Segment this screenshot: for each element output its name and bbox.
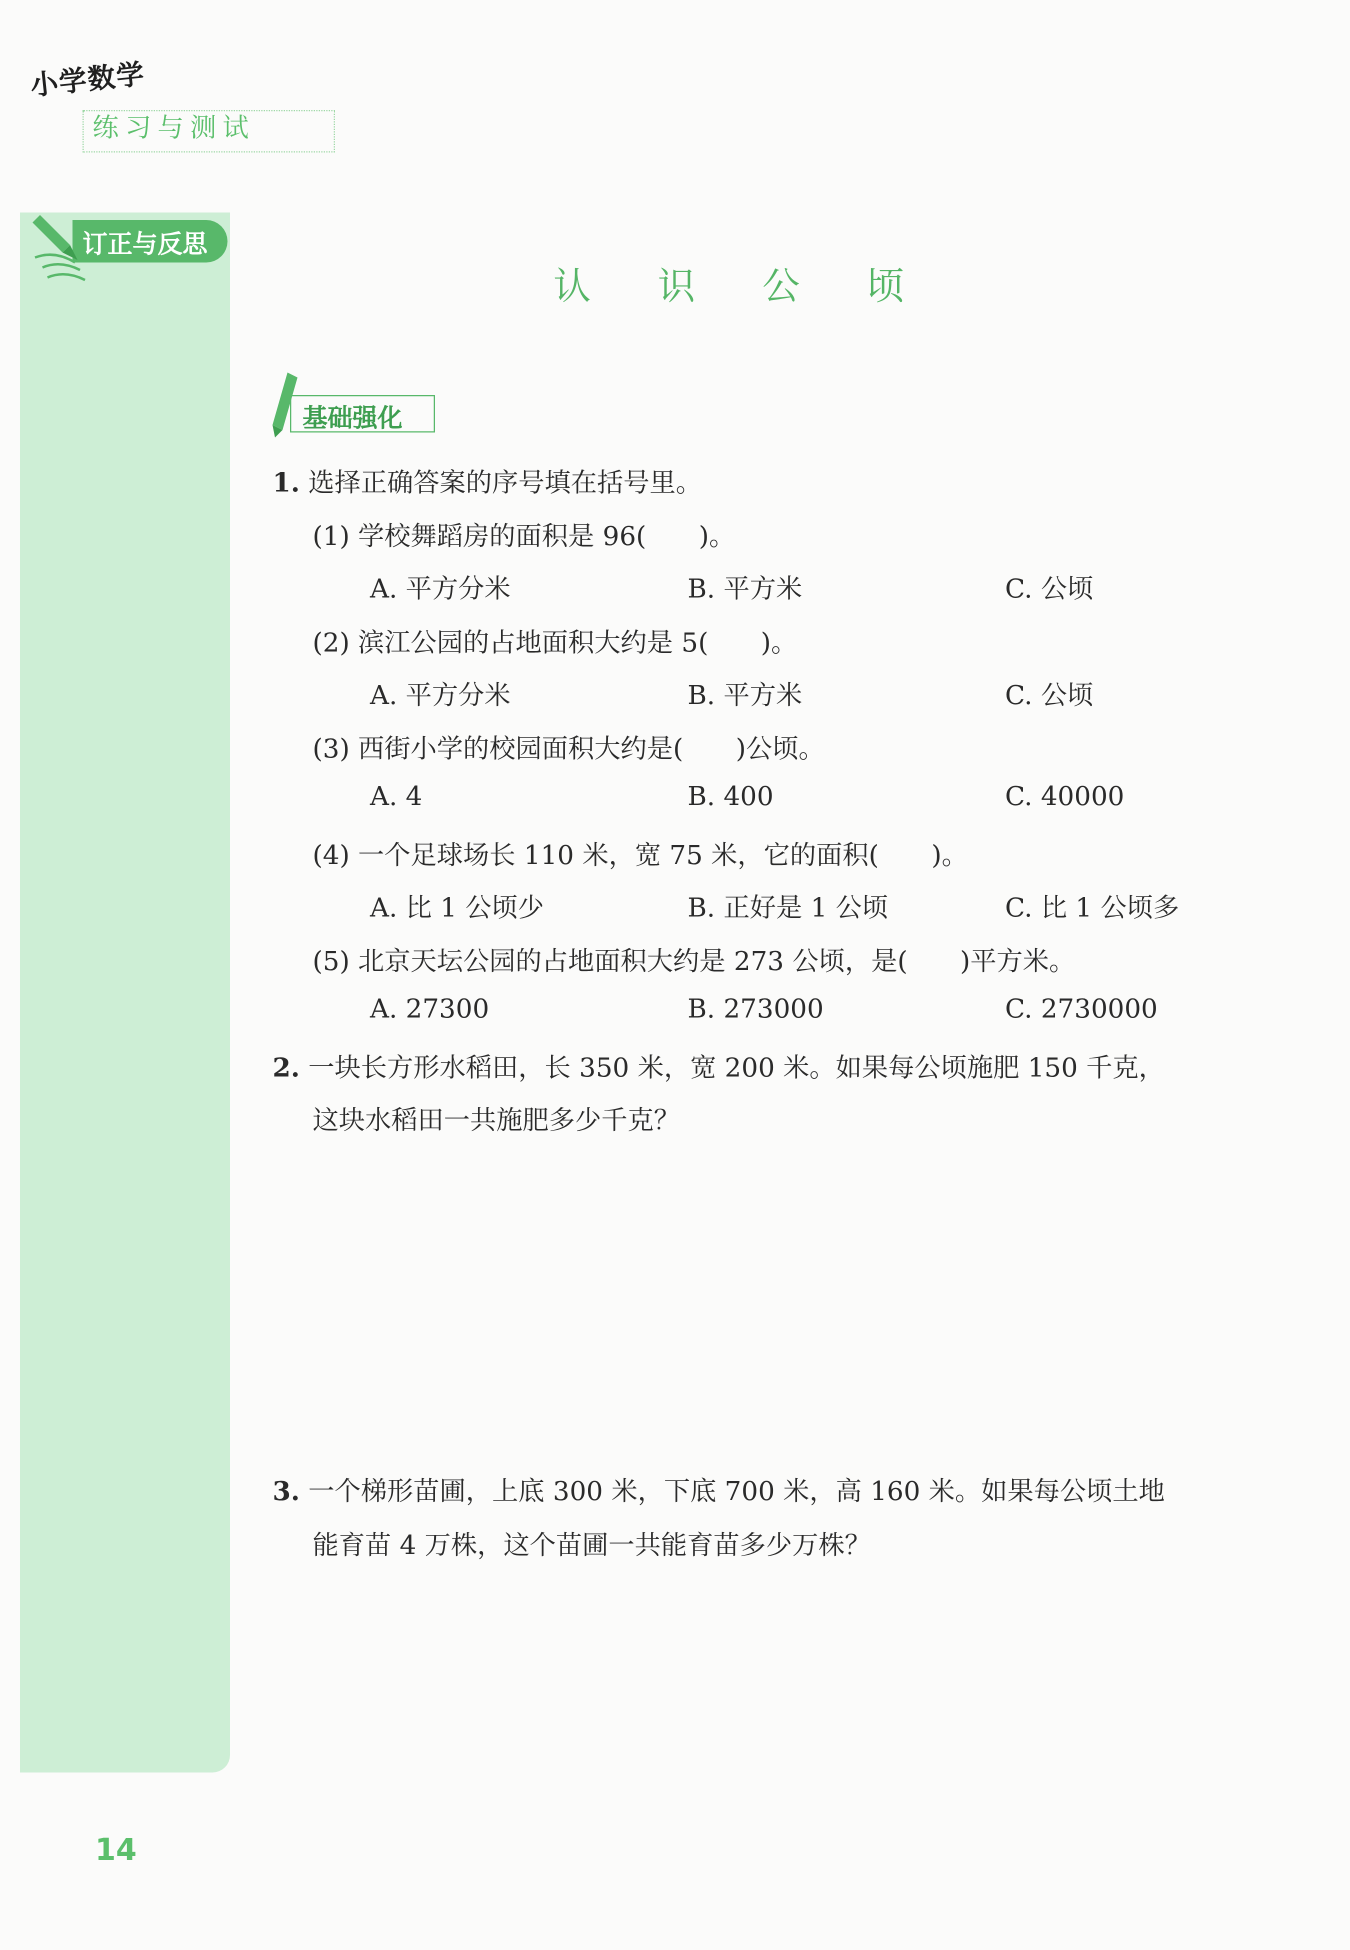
option-2-b: B. 平方米 <box>687 680 803 710</box>
option-4-b: B. 正好是 1 公顷 <box>687 892 889 923</box>
option-3-c: C. 40000 <box>1005 781 1125 812</box>
brand-title: 小学数学 <box>29 59 147 103</box>
question-2-line-1: 一块长方形水稻田，长 350 米，宽 200 米。如果每公顷施肥 150 千克， <box>308 1052 1165 1083</box>
question-2-line-2: 这块水稻田一共施肥多少千克？ <box>312 1105 680 1135</box>
question-1-sub-1: (1) 学校舞蹈房的面积是 96( )。 <box>312 521 736 552</box>
question-1-number: 1. <box>272 466 300 498</box>
question-2-number: 2. <box>272 1051 300 1083</box>
option-2-c: C. 公顷 <box>1005 680 1094 710</box>
question-1-sub-2: (2) 滨江公园的占地面积大约是 5( )。 <box>312 627 798 658</box>
question-3 <box>273 1471 1165 1509</box>
option-4-a: A. 比 1 公顷少 <box>370 892 545 923</box>
pencil-icon <box>268 370 303 440</box>
question-1-text: 选择正确答案的序号填在括号里。 <box>308 467 703 498</box>
page-number: 14 <box>95 1832 137 1868</box>
page-title: 认 识 公 顷 <box>553 265 932 309</box>
question-3-line-2: 能育苗 4 万株，这个苗圃一共能育苗多少万株？ <box>312 1530 871 1560</box>
section-header-label: 基础强化 <box>302 402 403 433</box>
question-3-line-1: 一个梯形苗圃，上底 300 米，下底 700 米，高 160 米。如果每公顷土地 <box>308 1476 1165 1507</box>
option-5-b: B. 273000 <box>687 993 824 1024</box>
option-1-a: A. 平方分米 <box>370 573 511 604</box>
option-4-c: C. 比 1 公顷多 <box>1005 892 1180 923</box>
option-3-a: A. 4 <box>370 781 423 812</box>
option-2-a: A. 平方分米 <box>370 680 511 710</box>
question-1-sub-3: (3) 西街小学的校园面积大约是( )公顷。 <box>312 733 825 764</box>
brand-subtitle: 练习与测试 <box>92 112 255 143</box>
question-2 <box>273 1048 1165 1086</box>
option-1-c: C. 公顷 <box>1005 573 1094 604</box>
option-5-a: A. 27300 <box>370 993 490 1024</box>
correction-side-panel <box>20 213 230 1773</box>
question-1-sub-5: (5) 北京天坛公园的占地面积大约是 273 公顷，是( )平方米。 <box>312 946 1076 977</box>
correction-tab-label: 订正与反思 <box>82 228 208 259</box>
option-1-b: B. 平方米 <box>687 573 803 604</box>
question-1 <box>273 463 703 501</box>
question-3-number: 3. <box>272 1475 300 1507</box>
option-3-b: B. 400 <box>687 781 774 812</box>
question-1-sub-4: (4) 一个足球场长 110 米，宽 75 米，它的面积( )。 <box>312 840 968 870</box>
option-5-c: C. 2730000 <box>1005 993 1158 1024</box>
